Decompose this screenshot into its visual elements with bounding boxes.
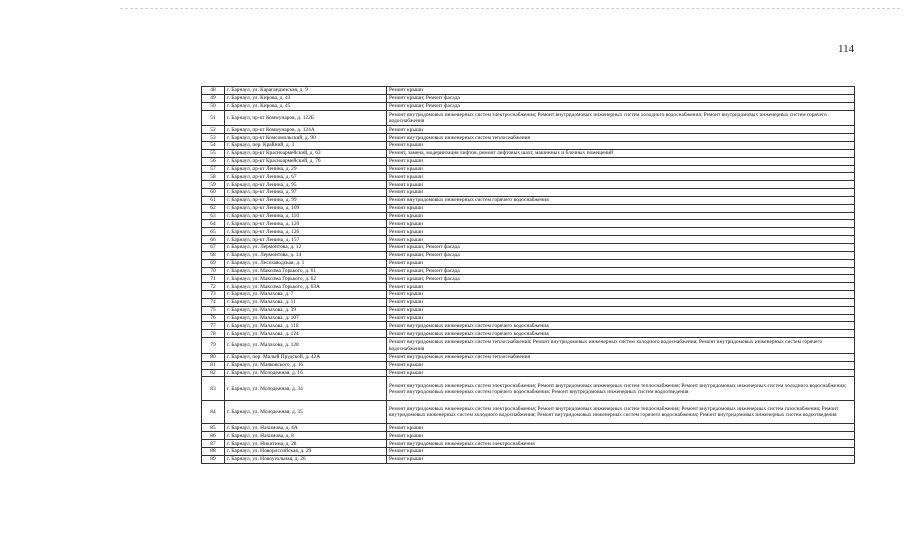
- row-works: Ремонт крыши: [387, 204, 855, 212]
- row-works: Ремонт, замена, модернизация лифтов, ремонт лифтовых шахт, машинных и блочных помещений: [387, 149, 855, 157]
- row-works: Ремонт внутридомовых инженерных систем электроснабжения; Ремонт внутридомовых инженерных систем теплоснабжения; Ремонт внутридомовых инженерных систем газоснабжения; Ремонт внутридомовых инженерных систем холодного водоснабжения; Ремонт внутридомовых инженерных систем горячего водоснабжения; Ремонт внутридомовых инженерных систем водоотведения: [387, 400, 855, 424]
- row-address: г. Барнаул, пер. Крайний, д. 3: [225, 142, 387, 150]
- row-address: г. Барнаул, ул. Малахова, д. 39: [225, 306, 387, 314]
- row-works: Ремонт крыши: [387, 432, 855, 440]
- row-works: Ремонт внутридомовых инженерных систем электроснабжения; Ремонт внутридомовых инженерных систем теплоснабжения; Ремонт внутридомовых инженерных систем холодного водоснабжения; Ремонт внутридомовых инженерных систем горячего водоснабжения; Ремонт внутридомовых инженерных систем водоотведения: [387, 377, 855, 401]
- row-address: г. Барнаул, ул. Карагандинская, д. 9: [225, 87, 387, 95]
- row-address: г. Барнаул, ул. Малахова, д. 128: [225, 338, 387, 354]
- row-address: г. Барнаул, ул. Малахова, д. 11: [225, 298, 387, 306]
- table-row: [202, 134, 855, 142]
- row-number: 70: [202, 267, 225, 275]
- table-body: [202, 87, 855, 464]
- row-works: Ремонт внутридомовых инженерных систем теплоснабжения: [387, 134, 855, 142]
- row-address: г. Барнаул, ул. Максима Горького, д. 62: [225, 275, 387, 283]
- row-number: 66: [202, 236, 225, 244]
- table-row: [202, 338, 855, 354]
- table-row: [202, 369, 855, 377]
- table-row: [202, 330, 855, 338]
- repair-works-table: [201, 86, 855, 464]
- row-works: Ремонт крыши; Ремонт фасада: [387, 251, 855, 259]
- table-row: [202, 204, 855, 212]
- row-number: 65: [202, 228, 225, 236]
- row-address: г. Барнаул, пр-кт Красноармейский, д. 76: [225, 157, 387, 165]
- row-address: г. Барнаул, ул. Молодежная, д. 16: [225, 369, 387, 377]
- row-number: 80: [202, 353, 225, 361]
- row-works: Ремонт внутридомовых инженерных систем теплоснабжения: [387, 353, 855, 361]
- row-number: 82: [202, 369, 225, 377]
- row-address: г. Барнаул, пр-кт Ленина, д. 126: [225, 228, 387, 236]
- row-number: 59: [202, 181, 225, 189]
- table-row: [202, 424, 855, 432]
- row-number: 88: [202, 447, 225, 455]
- table-row: [202, 236, 855, 244]
- row-number: 69: [202, 259, 225, 267]
- row-number: 68: [202, 251, 225, 259]
- row-address: г. Барнаул, ул. Нахимова, д. 4А: [225, 424, 387, 432]
- row-number: 67: [202, 243, 225, 251]
- table-row: [202, 275, 855, 283]
- table-row: [202, 220, 855, 228]
- row-number: 52: [202, 126, 225, 134]
- row-number: 85: [202, 424, 225, 432]
- table-row: [202, 126, 855, 134]
- row-number: 76: [202, 314, 225, 322]
- table-row: [202, 173, 855, 181]
- row-works: Ремонт крыши: [387, 291, 855, 299]
- table-row: [202, 165, 855, 173]
- scan-edge-line: [120, 8, 900, 9]
- row-works: Ремонт внутридомовых инженерных систем теплоснабжения; Ремонт внутридомовых инженерных систем холодного водоснабжения; Ремонт внутридомовых инженерных систем горячего водоснабжения: [387, 338, 855, 354]
- row-number: 55: [202, 149, 225, 157]
- row-address: г. Барнаул, пр-кт Ленина, д. 29: [225, 165, 387, 173]
- row-number: 81: [202, 361, 225, 369]
- table-row: [202, 110, 855, 126]
- row-works: Ремонт крыши: [387, 306, 855, 314]
- row-number: 89: [202, 455, 225, 463]
- table-row: [202, 455, 855, 463]
- row-works: Ремонт внутридомовых инженерных систем электроснабжения: [387, 440, 855, 448]
- row-address: г. Барнаул, ул. Молодежная, д. 34: [225, 377, 387, 401]
- row-number: 54: [202, 142, 225, 150]
- table-row: [202, 102, 855, 110]
- row-works: Ремонт крыши: [387, 142, 855, 150]
- row-number: 86: [202, 432, 225, 440]
- row-number: 73: [202, 291, 225, 299]
- table-row: [202, 142, 855, 150]
- row-works: Ремонт внутридомовых инженерных систем горячего водоснабжения: [387, 196, 855, 204]
- row-address: г. Барнаул, ул. Лесозаводская, д. 1: [225, 259, 387, 267]
- row-works: Ремонт крыши: [387, 447, 855, 455]
- table-row: [202, 298, 855, 306]
- row-address: г. Барнаул, ул. Малахова, д. 118: [225, 322, 387, 330]
- row-works: Ремонт крыши: [387, 189, 855, 197]
- row-works: Ремонт внутридомовых инженерных систем электроснабжения; Ремонт внутридомовых инженерных систем холодного водоснабжения; Ремонт внутридомовых инженерных систем горячего водоснабжения: [387, 110, 855, 126]
- page-number: 114: [838, 43, 855, 55]
- table-row: [202, 251, 855, 259]
- row-address: г. Барнаул, ул. Малахова, д. 7: [225, 291, 387, 299]
- row-works: Ремонт крыши: [387, 259, 855, 267]
- row-works: Ремонт крыши: [387, 314, 855, 322]
- table-row: [202, 267, 855, 275]
- table-row: [202, 322, 855, 330]
- row-address: г. Барнаул, пр-кт Ленина, д. 109: [225, 204, 387, 212]
- row-works: Ремонт внутридомовых инженерных систем горячего водоснабжения: [387, 322, 855, 330]
- table-row: [202, 212, 855, 220]
- row-number: 48: [202, 87, 225, 95]
- row-works: Ремонт крыши: [387, 236, 855, 244]
- row-number: 71: [202, 275, 225, 283]
- row-number: 53: [202, 134, 225, 142]
- row-address: г. Барнаул, пр-кт Ленина, д. 99: [225, 196, 387, 204]
- row-address: г. Барнаул, ул. Малахова, д. 124: [225, 330, 387, 338]
- row-address: г. Барнаул, пр-кт Ленина, д. 97: [225, 189, 387, 197]
- row-works: Ремонт крыши: [387, 165, 855, 173]
- row-works: Ремонт крыши: [387, 228, 855, 236]
- table-row: [202, 181, 855, 189]
- table-row: [202, 283, 855, 291]
- row-address: г. Барнаул, ул. Малахова, д. 107: [225, 314, 387, 322]
- row-number: 51: [202, 110, 225, 126]
- row-works: Ремонт крыши; Ремонт фасада: [387, 243, 855, 251]
- table-row: [202, 306, 855, 314]
- row-works: Ремонт крыши: [387, 220, 855, 228]
- row-works: Ремонт крыши: [387, 283, 855, 291]
- row-works: Ремонт крыши: [387, 181, 855, 189]
- row-address: г. Барнаул, пр-кт Ленина, д. 67: [225, 173, 387, 181]
- row-works: Ремонт крыши: [387, 87, 855, 95]
- row-address: г. Барнаул, пр-кт Ленина, д. 120: [225, 220, 387, 228]
- row-number: 64: [202, 220, 225, 228]
- row-address: г. Барнаул, пр-кт Комсомольский, д. 90: [225, 134, 387, 142]
- row-address: г. Барнаул, ул. Нахимова, д. 8: [225, 432, 387, 440]
- table-row: [202, 157, 855, 165]
- table-row: [202, 94, 855, 102]
- row-address: г. Барнаул, пр-кт Ленина, д. 95: [225, 181, 387, 189]
- row-address: г. Барнаул, ул. Кирова, д. 43: [225, 94, 387, 102]
- row-address: г. Барнаул, ул. Максима Горького, д. 61: [225, 267, 387, 275]
- row-address: г. Барнаул, ул. Кирова, д. 45: [225, 102, 387, 110]
- table-row: [202, 314, 855, 322]
- row-number: 49: [202, 94, 225, 102]
- row-address: г. Барнаул, пр-кт Ленина, д. 110: [225, 212, 387, 220]
- row-works: Ремонт крыши: [387, 424, 855, 432]
- table-row: [202, 361, 855, 369]
- row-address: г. Барнаул, пр-кт Коммунаров, д. 124А: [225, 126, 387, 134]
- row-address: г. Барнаул, ул. Максима Горького, д. 63А: [225, 283, 387, 291]
- row-address: г. Барнаул, ул. Лермонтова, д. 14: [225, 251, 387, 259]
- row-number: 79: [202, 338, 225, 354]
- row-number: 56: [202, 157, 225, 165]
- row-address: г. Барнаул, пер. Малый Прудской, д. 42А: [225, 353, 387, 361]
- row-address: г. Барнаул, пр-кт Коммунаров, д. 122Б: [225, 110, 387, 126]
- table-row: [202, 149, 855, 157]
- row-works: Ремонт крыши: [387, 126, 855, 134]
- row-number: 63: [202, 212, 225, 220]
- row-address: г. Барнаул, ул. Молодежная, д. 35: [225, 400, 387, 424]
- row-number: 83: [202, 377, 225, 401]
- table-row: [202, 228, 855, 236]
- row-works: Ремонт внутридомовых инженерных систем горячего водоснабжения: [387, 330, 855, 338]
- table-row: [202, 447, 855, 455]
- table-row: [202, 196, 855, 204]
- table-row: [202, 189, 855, 197]
- row-number: 72: [202, 283, 225, 291]
- row-works: Ремонт крыши: [387, 455, 855, 463]
- row-number: 50: [202, 102, 225, 110]
- row-number: 84: [202, 400, 225, 424]
- row-address: г. Барнаул, пр-кт Красноармейский, д. 63: [225, 149, 387, 157]
- row-works: Ремонт крыши: [387, 361, 855, 369]
- table-row: [202, 259, 855, 267]
- row-number: 78: [202, 330, 225, 338]
- row-number: 61: [202, 196, 225, 204]
- row-address: г. Барнаул, ул. Новоугольная, д. 26: [225, 455, 387, 463]
- table-row: [202, 440, 855, 448]
- row-number: 58: [202, 173, 225, 181]
- row-number: 75: [202, 306, 225, 314]
- table-row: [202, 87, 855, 95]
- row-works: Ремонт крыши; Ремонт фасада: [387, 275, 855, 283]
- row-number: 57: [202, 165, 225, 173]
- row-address: г. Барнаул, ул. Никитина, д. 28: [225, 440, 387, 448]
- row-works: Ремонт крыши: [387, 173, 855, 181]
- row-works: Ремонт крыши: [387, 157, 855, 165]
- row-works: Ремонт крыши; Ремонт фасада: [387, 267, 855, 275]
- row-number: 77: [202, 322, 225, 330]
- row-address: г. Барнаул, пр-кт Ленина, д. 157: [225, 236, 387, 244]
- row-number: 74: [202, 298, 225, 306]
- row-works: Ремонт крыши: [387, 298, 855, 306]
- row-works: Ремонт крыши; Ремонт фасада: [387, 102, 855, 110]
- table-row: [202, 243, 855, 251]
- row-number: 62: [202, 204, 225, 212]
- row-number: 87: [202, 440, 225, 448]
- table-row: [202, 377, 855, 401]
- row-works: Ремонт крыши: [387, 212, 855, 220]
- table-row: [202, 432, 855, 440]
- row-address: г. Барнаул, ул. Новороссийская, д. 29: [225, 447, 387, 455]
- row-address: г. Барнаул, ул. Маяковского, д. 16: [225, 361, 387, 369]
- row-address: г. Барнаул, ул. Лермонтова, д. 12: [225, 243, 387, 251]
- table-row: [202, 291, 855, 299]
- row-number: 60: [202, 189, 225, 197]
- row-works: Ремонт крыши: [387, 369, 855, 377]
- table-row: [202, 353, 855, 361]
- row-works: Ремонт крыши; Ремонт фасада: [387, 94, 855, 102]
- table-row: [202, 400, 855, 424]
